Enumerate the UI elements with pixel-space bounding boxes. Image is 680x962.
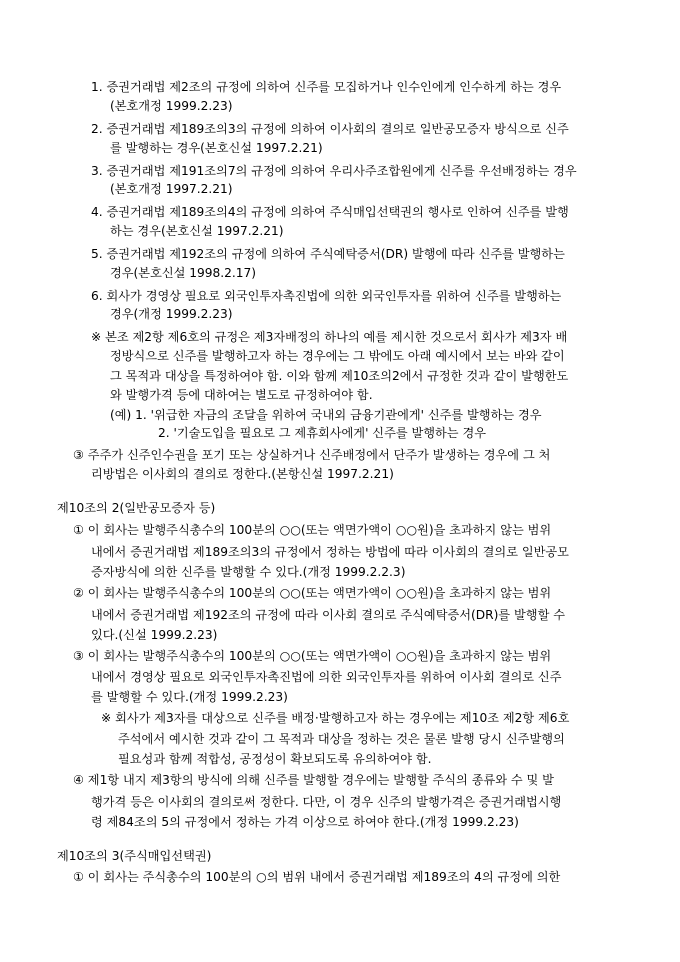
- paragraph-line: ③ 이 회사는 발행주식총수의 100분의 ○○(또는 액면가액이 ○○원)을 초과하지 않는 범위: [73, 649, 552, 663]
- paragraph-line: 리방법은 이사회의 결의로 정한다.(본항신설 1997.2.21): [91, 467, 394, 481]
- note-line: 그 목적과 대상을 특정하여야 함. 이와 함께 제10조의2에서 규정한 것과 같이 발행한도: [110, 369, 569, 383]
- text-line: 5. 증권거래법 제192조의 규정에 의하여 주식예탁증서(DR) 발행에 따라 신주를 발행하는: [91, 247, 565, 261]
- paragraph-line: 를 발행할 수 있다.(개정 1999.2.23): [91, 690, 288, 704]
- paragraph-line: 내에서 증권거래법 제192조의 규정에 따라 이사회 결의로 주식예탁증서(DR)를 발행할 수: [91, 608, 566, 622]
- text-line: 2. 증권거래법 제189조의3의 규정에 의하여 이사회의 결의로 일반공모증자 방식으로 신주: [91, 122, 569, 136]
- note-line: 정방식으로 신주를 발행하고자 하는 경우에는 그 밖에도 아래 예시에서 보는 바와 같이: [110, 349, 565, 363]
- text-line: 1. 증권거래법 제2조의 규정에 의하여 신주를 모집하거나 인수인에게 인수하게 하는 경우: [91, 80, 562, 94]
- paragraph-line: 내에서 경영상 필요로 외국인투자촉진법에 의한 외국인투자를 위하여 이사회 결의로 신주: [91, 670, 562, 684]
- paragraph-line: 령 제84조의 5의 규정에서 정하는 가격 이상으로 하여야 한다.(개정 1999.2.23): [91, 815, 519, 829]
- text-line: 3. 증권거래법 제191조의7의 규정에 의하여 우리사주조합원에게 신주를 우선배정하는 경우: [91, 164, 577, 178]
- text-line: 를 발행하는 경우(본호신설 1997.2.21): [110, 141, 323, 155]
- example-line: 2. '기술도입을 필요로 그 제휴회사에게' 신주를 발행하는 경우: [158, 426, 487, 440]
- paragraph-line: 있다.(신설 1999.2.23): [91, 628, 218, 642]
- text-line: (본호개정 1999.2.23): [110, 99, 233, 113]
- note-line: 주석에서 예시한 것과 같이 그 목적과 대상을 정하는 것은 물론 발행 당시 신주발행의: [118, 732, 565, 746]
- paragraph-line: 내에서 증권거래법 제189조의3의 규정에서 정하는 방법에 따라 이사회의 결의로 일반공모: [91, 545, 569, 559]
- text-line: (본호개정 1997.2.21): [110, 182, 233, 196]
- note-line: ※ 본조 제2항 제6호의 규정은 제3자배정의 하나의 예를 제시한 것으로서 회사가 제3자 배: [91, 330, 568, 344]
- paragraph-line: ④ 제1항 내지 제3항의 방식에 의해 신주를 발행할 경우에는 발행할 주식의 종류와 수 및 발: [73, 773, 554, 787]
- paragraph-line: ② 이 회사는 발행주식총수의 100분의 ○○(또는 액면가액이 ○○원)을 초과하지 않는 범위: [73, 586, 552, 600]
- article-heading: 제10조의 3(주식매입선택권): [57, 849, 212, 863]
- note-line: ※ 회사가 제3자를 대상으로 신주를 배정·발행하고자 하는 경우에는 제10조 제2항 제6호: [101, 711, 570, 725]
- paragraph-line: ① 이 회사는 발행주식총수의 100분의 ○○(또는 액면가액이 ○○원)을 초과하지 않는 범위: [73, 523, 552, 537]
- note-line: 와 발행가격 등에 대하여는 별도로 규정하여야 함.: [110, 388, 373, 402]
- text-line: 경우(본호신설 1998.2.17): [110, 266, 257, 280]
- paragraph-line: ③ 주주가 신주인수권을 포기 또는 상실하거나 신주배정에서 단주가 발생하는 경우에 그 처: [73, 448, 551, 462]
- text-line: 하는 경우(본호신설 1997.2.21): [110, 224, 284, 238]
- paragraph-line: 증자방식에 의한 신주를 발행할 수 있다.(개정 1999.2.2.3): [91, 565, 406, 579]
- text-line: 6. 회사가 경영상 필요로 외국인투자촉진법에 의한 외국인투자를 위하여 신주를 발행하는: [91, 289, 562, 303]
- paragraph-line: ① 이 회사는 주식총수의 100분의 ○의 범위 내에서 증권거래법 제189조의 4의 규정에 의한: [73, 870, 561, 884]
- text-line: 4. 증권거래법 제189조의4의 규정에 의하여 주식매입선택권의 행사로 인하여 신주를 발행: [91, 205, 569, 219]
- article-heading: 제10조의 2(일반공모증자 등): [57, 501, 216, 515]
- paragraph-line: 행가격 등은 이사회의 결의로써 정한다. 다만, 이 경우 신주의 발행가격은 증권거래법시행: [91, 795, 562, 809]
- example-line: (예) 1. '위급한 자금의 조달을 위하여 국내외 금융기관에게' 신주를 발행하는 경우: [110, 408, 542, 422]
- note-line: 필요성과 함께 적합성, 공정성이 확보되도록 유의하여야 함.: [118, 752, 432, 766]
- text-line: 경우(개정 1999.2.23): [110, 307, 233, 321]
